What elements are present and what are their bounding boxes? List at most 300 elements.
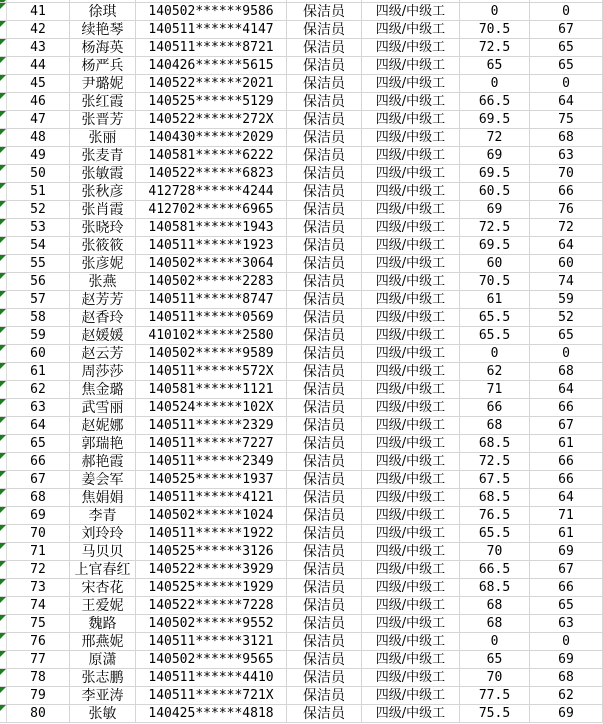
cell-score1[interactable]: 69 [460, 147, 530, 164]
cell-name[interactable]: 赵香玲 [70, 309, 136, 326]
cell-job[interactable]: 保洁员 [287, 381, 362, 398]
cell-score2[interactable]: 65 [530, 39, 603, 56]
cell-score2 [530, 0, 603, 2]
cell-id-masked[interactable]: 140522******2021 [136, 75, 287, 92]
table-row [0, 507, 603, 525]
cell-name[interactable]: 焦金璐 [70, 381, 136, 398]
cell-level[interactable]: 四级/中级工 [362, 219, 460, 236]
green-corner-triangle-icon [0, 327, 6, 333]
cell-name[interactable]: 张肖霞 [70, 201, 136, 218]
cell-job[interactable]: 保洁员 [287, 183, 362, 200]
cell-id-masked [136, 0, 287, 2]
cell-row-number[interactable]: 77 [7, 651, 70, 668]
cell-row-number[interactable]: 73 [7, 579, 70, 596]
cell-row-number[interactable]: 42 [7, 21, 70, 38]
cell-name[interactable]: 姜会军 [70, 471, 136, 488]
cell-row-number[interactable]: 57 [7, 291, 70, 308]
cell-name[interactable]: 赵芳芳 [70, 291, 136, 308]
cell-score2[interactable]: 72 [530, 219, 603, 236]
cell-score1[interactable]: 66.5 [460, 561, 530, 578]
cell-score2[interactable]: 69 [530, 705, 603, 722]
cell-name[interactable]: 赵云芳 [70, 345, 136, 362]
cell-job[interactable]: 保洁员 [287, 615, 362, 632]
cell-name[interactable]: 尹璐妮 [70, 75, 136, 92]
cell-job[interactable]: 保洁员 [287, 633, 362, 650]
cell-score2[interactable]: 65 [530, 327, 603, 344]
cell-id-masked[interactable]: 140522******6823 [136, 165, 287, 182]
cell-score2[interactable]: 69 [530, 543, 603, 560]
cell-level[interactable]: 四级/中级工 [362, 615, 460, 632]
cell-level[interactable]: 四级/中级工 [362, 111, 460, 128]
cell-score2[interactable]: 68 [530, 129, 603, 146]
cell-score1 [460, 0, 530, 2]
cell-level[interactable]: 四级/中级工 [362, 417, 460, 434]
cell-level[interactable]: 四级/中级工 [362, 201, 460, 218]
cell-score1[interactable]: 61 [460, 291, 530, 308]
cell-score1[interactable]: 65.5 [460, 327, 530, 344]
cell-level[interactable]: 四级/中级工 [362, 435, 460, 452]
cell-score2[interactable]: 69 [530, 651, 603, 668]
green-corner-triangle-icon [0, 579, 6, 585]
cell-job[interactable]: 保洁员 [287, 525, 362, 542]
cell-score1[interactable]: 68 [460, 597, 530, 614]
cell-score2[interactable]: 64 [530, 237, 603, 254]
cell-job[interactable]: 保洁员 [287, 327, 362, 344]
cell-job[interactable]: 保洁员 [287, 129, 362, 146]
cell-score1[interactable]: 72.5 [460, 219, 530, 236]
cell-job[interactable]: 保洁员 [287, 453, 362, 470]
cell-job[interactable]: 保洁员 [287, 57, 362, 74]
cell-id-masked[interactable]: 140502******1024 [136, 507, 287, 524]
cell-name[interactable]: 张晋芳 [70, 111, 136, 128]
cell-score2[interactable]: 76 [530, 201, 603, 218]
cell-id-masked[interactable]: 140581******6222 [136, 147, 287, 164]
cell-score2[interactable]: 52 [530, 309, 603, 326]
cell-row-number[interactable]: 71 [7, 543, 70, 560]
cell-id-masked[interactable]: 140511******7227 [136, 435, 287, 452]
cell-name[interactable]: 张晓玲 [70, 219, 136, 236]
cell-job[interactable]: 保洁员 [287, 39, 362, 56]
cell-score2[interactable]: 71 [530, 507, 603, 524]
cell-score2[interactable]: 63 [530, 615, 603, 632]
cell-job[interactable]: 保洁员 [287, 507, 362, 524]
cell-level[interactable]: 四级/中级工 [362, 57, 460, 74]
cell-score2[interactable]: 66 [530, 579, 603, 596]
table-row [0, 687, 603, 705]
cell-score1[interactable]: 65.5 [460, 309, 530, 326]
cell-row-number[interactable]: 61 [7, 363, 70, 380]
table-row [0, 75, 603, 93]
cell-job[interactable]: 保洁员 [287, 705, 362, 722]
cell-name[interactable]: 宋杏花 [70, 579, 136, 596]
cell-score1[interactable]: 0 [460, 75, 530, 92]
cell-id-masked[interactable]: 140430******2029 [136, 129, 287, 146]
cell-score1[interactable]: 68.5 [460, 435, 530, 452]
cell-level[interactable]: 四级/中级工 [362, 21, 460, 38]
cell-score1[interactable]: 76.5 [460, 507, 530, 524]
cell-score2[interactable]: 75 [530, 111, 603, 128]
cell-job[interactable]: 保洁员 [287, 597, 362, 614]
cell-job[interactable]: 保洁员 [287, 75, 362, 92]
cell-score2[interactable]: 0 [530, 3, 603, 20]
cell-score2[interactable]: 66 [530, 471, 603, 488]
cell-row-number[interactable]: 41 [7, 3, 70, 20]
cell-name[interactable]: 邢燕妮 [70, 633, 136, 650]
cell-level[interactable]: 四级/中级工 [362, 3, 460, 20]
cell-score1[interactable]: 72 [460, 129, 530, 146]
cell-score1[interactable]: 65 [460, 651, 530, 668]
cell-name[interactable]: 焦娟娟 [70, 489, 136, 506]
cell-score2[interactable]: 64 [530, 93, 603, 110]
cell-id-masked[interactable]: 140425******4818 [136, 705, 287, 722]
cell-job[interactable]: 保洁员 [287, 435, 362, 452]
cell-row-number[interactable]: 76 [7, 633, 70, 650]
cell-score2[interactable]: 63 [530, 147, 603, 164]
cell-level[interactable]: 四级/中级工 [362, 363, 460, 380]
cell-row-number[interactable]: 45 [7, 75, 70, 92]
green-corner-triangle-icon [0, 201, 6, 207]
cell-row-number[interactable]: 70 [7, 525, 70, 542]
cell-job[interactable]: 保洁员 [287, 255, 362, 272]
cell-score1[interactable]: 60 [460, 255, 530, 272]
cell-row-number[interactable]: 60 [7, 345, 70, 362]
cell-level[interactable]: 四级/中级工 [362, 651, 460, 668]
cell-level[interactable]: 四级/中级工 [362, 633, 460, 650]
cell-row-number[interactable]: 53 [7, 219, 70, 236]
cell-name[interactable]: 马贝贝 [70, 543, 136, 560]
cell-id-masked[interactable]: 140511******4147 [136, 21, 287, 38]
cell-job[interactable]: 保洁员 [287, 201, 362, 218]
cell-id-masked[interactable]: 140522******272X [136, 111, 287, 128]
cell-name[interactable]: 续艳琴 [70, 21, 136, 38]
cell-id-masked[interactable]: 140502******9589 [136, 345, 287, 362]
cell-job[interactable]: 保洁员 [287, 93, 362, 110]
cell-score1[interactable]: 0 [460, 3, 530, 20]
cell-row-number[interactable]: 56 [7, 273, 70, 290]
cell-job[interactable]: 保洁员 [287, 21, 362, 38]
cell-row-number[interactable]: 52 [7, 201, 70, 218]
cell-name[interactable]: 原潇 [70, 651, 136, 668]
cell-level[interactable]: 四级/中级工 [362, 327, 460, 344]
cell-row-number[interactable]: 78 [7, 669, 70, 686]
error-indicator-cell [0, 327, 7, 344]
cell-score2[interactable]: 66 [530, 183, 603, 200]
cell-row-number[interactable]: 66 [7, 453, 70, 470]
cell-name[interactable]: 赵媛媛 [70, 327, 136, 344]
cell-name[interactable]: 李亚涛 [70, 687, 136, 704]
cell-row-number[interactable]: 68 [7, 489, 70, 506]
cell-level[interactable]: 四级/中级工 [362, 183, 460, 200]
cell-job[interactable]: 保洁员 [287, 669, 362, 686]
cell-name[interactable]: 张麦青 [70, 147, 136, 164]
cell-job[interactable]: 保洁员 [287, 3, 362, 20]
cell-id-masked[interactable]: 140502******2283 [136, 273, 287, 290]
cell-level[interactable]: 四级/中级工 [362, 291, 460, 308]
cell-name[interactable]: 杨严兵 [70, 57, 136, 74]
cell-score2[interactable]: 74 [530, 273, 603, 290]
cell-score2[interactable]: 65 [530, 597, 603, 614]
cell-id-masked[interactable]: 140524******102X [136, 399, 287, 416]
cell-id-masked[interactable]: 140511******572X [136, 363, 287, 380]
cell-id-masked[interactable]: 140525******5129 [136, 93, 287, 110]
cell-row-number[interactable]: 67 [7, 471, 70, 488]
cell-id-masked[interactable]: 140511******8721 [136, 39, 287, 56]
cell-score1[interactable]: 65 [460, 57, 530, 74]
cell-job[interactable]: 保洁员 [287, 489, 362, 506]
cell-row-number[interactable]: 75 [7, 615, 70, 632]
cell-row-number[interactable]: 80 [7, 705, 70, 722]
cell-level[interactable]: 四级/中级工 [362, 345, 460, 362]
cell-name[interactable]: 郭瑞艳 [70, 435, 136, 452]
cell-level[interactable]: 四级/中级工 [362, 489, 460, 506]
cell-score1[interactable]: 75.5 [460, 705, 530, 722]
cell-id-masked[interactable]: 140511******2349 [136, 453, 287, 470]
cell-job[interactable]: 保洁员 [287, 219, 362, 236]
cell-score1[interactable]: 72.5 [460, 39, 530, 56]
cell-level[interactable]: 四级/中级工 [362, 165, 460, 182]
cell-level[interactable]: 四级/中级工 [362, 255, 460, 272]
cell-id-masked[interactable]: 412728******4244 [136, 183, 287, 200]
cell-score2[interactable]: 0 [530, 75, 603, 92]
cell-level[interactable]: 四级/中级工 [362, 399, 460, 416]
cell-id-masked[interactable]: 140581******1121 [136, 381, 287, 398]
cell-id-masked[interactable]: 140511******3121 [136, 633, 287, 650]
cell-name[interactable]: 张燕 [70, 273, 136, 290]
cell-score1[interactable]: 72.5 [460, 453, 530, 470]
error-indicator-cell [0, 93, 7, 110]
cell-job[interactable]: 保洁员 [287, 579, 362, 596]
cell-level[interactable]: 四级/中级工 [362, 561, 460, 578]
cell-level[interactable]: 四级/中级工 [362, 669, 460, 686]
cell-row-number[interactable]: 79 [7, 687, 70, 704]
cell-score1[interactable]: 69.5 [460, 237, 530, 254]
cell-level[interactable]: 四级/中级工 [362, 579, 460, 596]
cell-name[interactable]: 杨海英 [70, 39, 136, 56]
cell-score1[interactable]: 68 [460, 417, 530, 434]
cell-score1[interactable]: 70.5 [460, 273, 530, 290]
cell-name[interactable]: 上官春红 [70, 561, 136, 578]
cell-level[interactable]: 四级/中级工 [362, 471, 460, 488]
cell-id-masked[interactable]: 140511******8747 [136, 291, 287, 308]
cell-score2[interactable]: 65 [530, 57, 603, 74]
cell-name[interactable]: 王爱妮 [70, 597, 136, 614]
cell-score1[interactable]: 69 [460, 201, 530, 218]
cell-level[interactable]: 四级/中级工 [362, 597, 460, 614]
cell-job[interactable]: 保洁员 [287, 111, 362, 128]
cell-score2[interactable]: 70 [530, 165, 603, 182]
cell-name[interactable]: 李青 [70, 507, 136, 524]
green-corner-triangle-icon [0, 0, 6, 2]
cell-row-number[interactable]: 43 [7, 39, 70, 56]
cell-level[interactable]: 四级/中级工 [362, 705, 460, 722]
cell-score1[interactable]: 69.5 [460, 111, 530, 128]
cell-score1[interactable]: 69.5 [460, 165, 530, 182]
cell-name[interactable]: 刘玲玲 [70, 525, 136, 542]
cell-row-number[interactable]: 65 [7, 435, 70, 452]
cell-name[interactable]: 张筱筱 [70, 237, 136, 254]
cell-row-number[interactable]: 54 [7, 237, 70, 254]
cell-score2[interactable]: 61 [530, 525, 603, 542]
cell-score2[interactable]: 0 [530, 633, 603, 650]
cell-job[interactable]: 保洁员 [287, 345, 362, 362]
cell-score2[interactable]: 0 [530, 345, 603, 362]
cell-row-number[interactable]: 74 [7, 597, 70, 614]
table-row [0, 219, 603, 237]
cell-id-masked[interactable]: 140511******0569 [136, 309, 287, 326]
cell-name[interactable]: 张敏霞 [70, 165, 136, 182]
cell-id-masked[interactable]: 140502******9552 [136, 615, 287, 632]
cell-name[interactable]: 张志鹏 [70, 669, 136, 686]
cell-job[interactable]: 保洁员 [287, 417, 362, 434]
cell-score1[interactable]: 68.5 [460, 579, 530, 596]
cell-row-number[interactable]: 48 [7, 129, 70, 146]
cell-score1[interactable]: 68.5 [460, 489, 530, 506]
cell-row-number[interactable]: 63 [7, 399, 70, 416]
cell-level[interactable]: 四级/中级工 [362, 39, 460, 56]
cell-row-number[interactable]: 69 [7, 507, 70, 524]
cell-job[interactable]: 保洁员 [287, 147, 362, 164]
cell-score1[interactable]: 62 [460, 363, 530, 380]
cell-id-masked[interactable]: 140502******9586 [136, 3, 287, 20]
cell-name[interactable]: 武雪丽 [70, 399, 136, 416]
cell-row-number[interactable]: 72 [7, 561, 70, 578]
cell-job[interactable]: 保洁员 [287, 237, 362, 254]
cell-score2[interactable]: 59 [530, 291, 603, 308]
cell-row-number[interactable]: 50 [7, 165, 70, 182]
green-corner-triangle-icon [0, 3, 6, 9]
cell-score2[interactable]: 61 [530, 435, 603, 452]
cell-score1[interactable]: 70.5 [460, 21, 530, 38]
cell-score1[interactable]: 65.5 [460, 525, 530, 542]
cell-score2[interactable]: 60 [530, 255, 603, 272]
cell-row-number[interactable]: 49 [7, 147, 70, 164]
cell-id-masked[interactable]: 140511******1923 [136, 237, 287, 254]
cell-score1[interactable]: 70 [460, 669, 530, 686]
cell-job[interactable]: 保洁员 [287, 291, 362, 308]
cell-job[interactable]: 保洁员 [287, 651, 362, 668]
green-corner-triangle-icon [0, 633, 6, 639]
cell-job[interactable]: 保洁员 [287, 543, 362, 560]
cell-name[interactable]: 周莎莎 [70, 363, 136, 380]
cell-row-number[interactable]: 58 [7, 309, 70, 326]
cell-score2[interactable]: 67 [530, 417, 603, 434]
cell-row-number[interactable]: 44 [7, 57, 70, 74]
cell-row-number[interactable]: 59 [7, 327, 70, 344]
cell-level[interactable]: 四级/中级工 [362, 453, 460, 470]
cell-score2[interactable]: 66 [530, 453, 603, 470]
cell-name[interactable]: 张红霞 [70, 93, 136, 110]
cell-row-number[interactable]: 55 [7, 255, 70, 272]
cell-row-number[interactable]: 47 [7, 111, 70, 128]
cell-score2[interactable]: 67 [530, 21, 603, 38]
cell-id-masked[interactable]: 412702******6965 [136, 201, 287, 218]
cell-level[interactable]: 四级/中级工 [362, 237, 460, 254]
table-row [0, 237, 603, 255]
cell-score1[interactable]: 70 [460, 543, 530, 560]
cell-id-masked[interactable]: 140525******3126 [136, 543, 287, 560]
cell-row-number[interactable]: 51 [7, 183, 70, 200]
cell-id-masked[interactable]: 140511******4121 [136, 489, 287, 506]
cell-score1[interactable]: 66 [460, 399, 530, 416]
cell-job[interactable]: 保洁员 [287, 471, 362, 488]
cell-score2[interactable]: 68 [530, 363, 603, 380]
cell-score1[interactable]: 0 [460, 633, 530, 650]
cell-level[interactable]: 四级/中级工 [362, 273, 460, 290]
cell-row-number[interactable]: 62 [7, 381, 70, 398]
cell-level[interactable]: 四级/中级工 [362, 525, 460, 542]
cell-score1[interactable]: 66.5 [460, 93, 530, 110]
cell-job[interactable]: 保洁员 [287, 687, 362, 704]
cell-score2[interactable]: 68 [530, 669, 603, 686]
error-indicator-cell [0, 561, 7, 578]
error-indicator-cell [0, 57, 7, 74]
cell-job[interactable]: 保洁员 [287, 561, 362, 578]
cell-name[interactable]: 赵妮娜 [70, 417, 136, 434]
cell-row-number[interactable]: 46 [7, 93, 70, 110]
cell-id-masked[interactable]: 140511******2329 [136, 417, 287, 434]
cell-level[interactable]: 四级/中级工 [362, 75, 460, 92]
cell-id-masked[interactable]: 140511******1922 [136, 525, 287, 542]
cell-score1[interactable]: 67.5 [460, 471, 530, 488]
cell-name[interactable]: 张敏 [70, 705, 136, 722]
cell-id-masked[interactable]: 410102******2580 [136, 327, 287, 344]
cell-id-masked[interactable]: 140525******1929 [136, 579, 287, 596]
cell-id-masked[interactable]: 140522******7228 [136, 597, 287, 614]
cell-name[interactable]: 张丽 [70, 129, 136, 146]
cell-id-masked[interactable]: 140511******4410 [136, 669, 287, 686]
cell-job[interactable]: 保洁员 [287, 273, 362, 290]
cell-level[interactable]: 四级/中级工 [362, 543, 460, 560]
cell-id-masked[interactable]: 140581******1943 [136, 219, 287, 236]
cell-level[interactable]: 四级/中级工 [362, 129, 460, 146]
cell-name[interactable]: 徐琪 [70, 3, 136, 20]
cell-id-masked[interactable]: 140502******9565 [136, 651, 287, 668]
cell-name[interactable]: 魏路 [70, 615, 136, 632]
cell-level[interactable]: 四级/中级工 [362, 381, 460, 398]
cell-job[interactable]: 保洁员 [287, 309, 362, 326]
cell-score1[interactable]: 0 [460, 345, 530, 362]
cell-score2[interactable]: 66 [530, 399, 603, 416]
green-corner-triangle-icon [0, 57, 6, 63]
cell-level[interactable]: 四级/中级工 [362, 147, 460, 164]
cell-score2[interactable]: 64 [530, 489, 603, 506]
cell-id-masked[interactable]: 140426******5615 [136, 57, 287, 74]
cell-job[interactable]: 保洁员 [287, 363, 362, 380]
cell-level[interactable]: 四级/中级工 [362, 507, 460, 524]
cell-score1[interactable]: 60.5 [460, 183, 530, 200]
cell-id-masked[interactable]: 140502******3064 [136, 255, 287, 272]
cell-score1[interactable]: 77.5 [460, 687, 530, 704]
cell-level[interactable]: 四级/中级工 [362, 687, 460, 704]
cell-name[interactable]: 郝艳霞 [70, 453, 136, 470]
cell-score1[interactable]: 71 [460, 381, 530, 398]
cell-score2[interactable]: 64 [530, 381, 603, 398]
cell-id-masked[interactable]: 140511******721X [136, 687, 287, 704]
cell-row-number[interactable]: 64 [7, 417, 70, 434]
cell-score2[interactable]: 67 [530, 561, 603, 578]
cell-job[interactable]: 保洁员 [287, 165, 362, 182]
table-row [0, 363, 603, 381]
cell-job[interactable]: 保洁员 [287, 399, 362, 416]
cell-id-masked[interactable]: 140522******3929 [136, 561, 287, 578]
cell-score2[interactable]: 62 [530, 687, 603, 704]
cell-level[interactable]: 四级/中级工 [362, 93, 460, 110]
cell-name[interactable]: 张秋彦 [70, 183, 136, 200]
cell-name[interactable]: 张彦妮 [70, 255, 136, 272]
cell-score1[interactable]: 68 [460, 615, 530, 632]
cell-id-masked[interactable]: 140525******1937 [136, 471, 287, 488]
cell-level[interactable]: 四级/中级工 [362, 309, 460, 326]
